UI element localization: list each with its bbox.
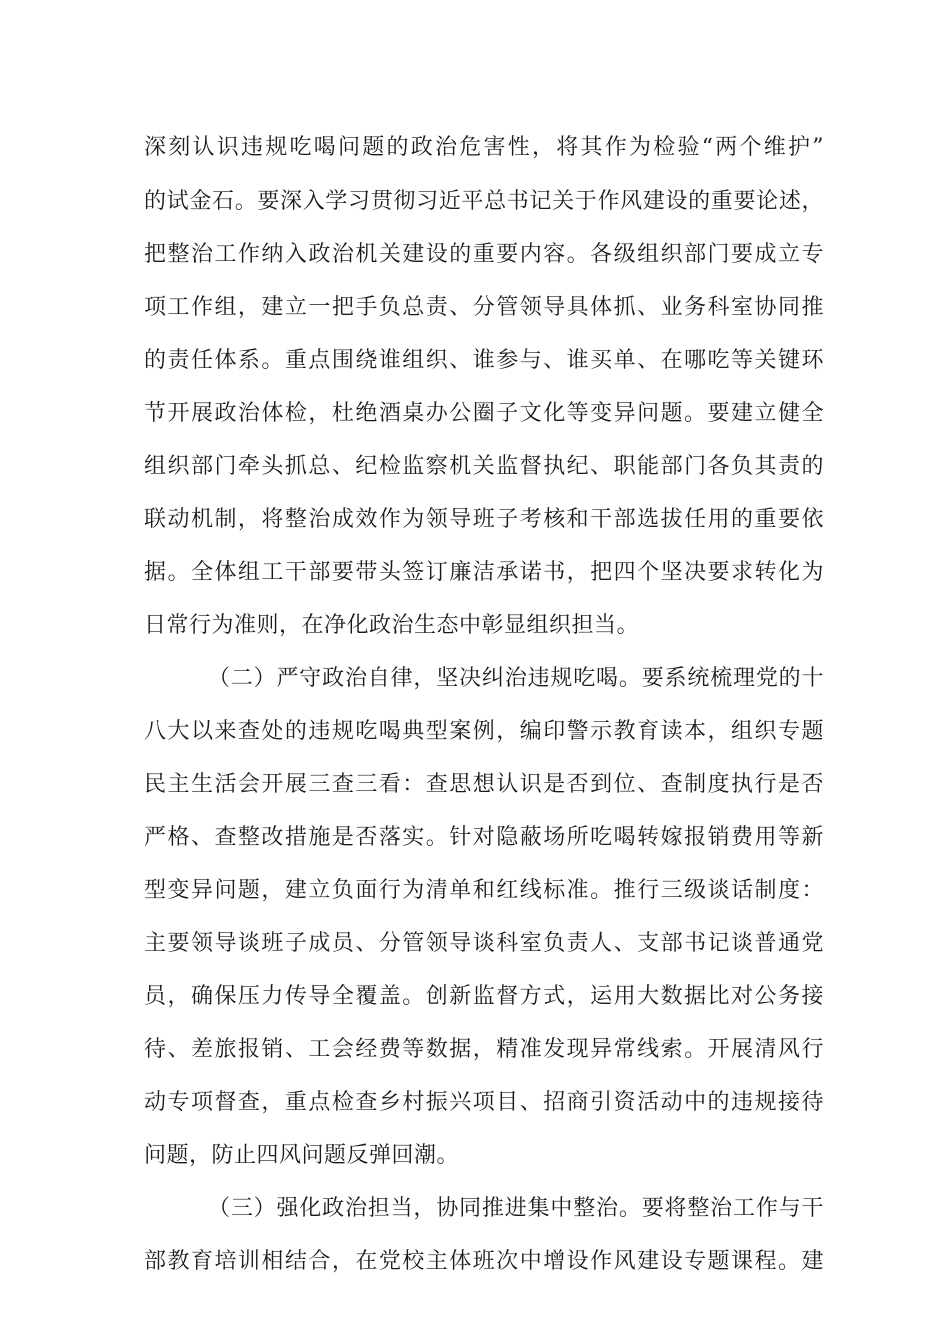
- text-line: （二）严守政治自律，坚决纠治违规吃喝。要系统梳理党的十: [208, 666, 824, 691]
- text-line: 节开展政治体检，杜绝酒桌办公圈子文化等变异问题。要建立健全: [144, 401, 824, 426]
- text-line: 项工作组，建立一把手负总责、分管领导具体抓、业务科室协同推: [144, 295, 824, 320]
- text-line: 主要领导谈班子成员、分管领导谈科室负责人、支部书记谈普通党: [144, 931, 824, 956]
- text-line: 问题，防止四风问题反弹回潮。: [144, 1143, 460, 1168]
- text-line: 部教育培训相结合，在党校主体班次中增设作风建设专题课程。建: [144, 1249, 824, 1274]
- text-line: 员，确保压力传导全覆盖。创新监督方式，运用大数据比对公务接: [144, 984, 824, 1009]
- text-line: 日常行为准则，在净化政治生态中彰显组织担当。: [144, 613, 640, 638]
- text-line: 型变异问题，建立负面行为清单和红线标准。推行三级谈话制度：: [144, 878, 824, 903]
- text-line: 联动机制，将整治成效作为领导班子考核和干部选拔任用的重要依: [144, 507, 824, 532]
- text-line: 的责任体系。重点围绕谁组织、谁参与、谁买单、在哪吃等关键环: [144, 348, 824, 373]
- text-line: 组织部门牵头抓总、纪检监察机关监督执纪、职能部门各负其责的: [144, 454, 824, 479]
- text-line: 深刻认识违规吃喝问题的政治危害性，将其作为检验“两个维护”: [144, 135, 824, 160]
- text-line: 把整治工作纳入政治机关建设的重要内容。各级组织部门要成立专: [144, 242, 824, 267]
- text-line: （三）强化政治担当，协同推进集中整治。要将整治工作与干: [208, 1196, 824, 1221]
- text-line: 民主生活会开展三查三看：查思想认识是否到位、查制度执行是否: [144, 772, 824, 797]
- text-line: 的试金石。要深入学习贯彻习近平总书记关于作风建设的重要论述，: [144, 189, 824, 214]
- text-line: 据。全体组工干部要带头签订廉洁承诺书，把四个坚决要求转化为: [144, 560, 824, 585]
- text-line: 动专项督查，重点检查乡村振兴项目、招商引资活动中的违规接待: [144, 1090, 824, 1115]
- text-line: 待、差旅报销、工会经费等数据，精准发现异常线索。开展清风行: [144, 1037, 824, 1062]
- text-line: 严格、查整改措施是否落实。针对隐蔽场所吃喝转嫁报销费用等新: [144, 825, 824, 850]
- text-line: 八大以来查处的违规吃喝典型案例，编印警示教育读本，组织专题: [144, 719, 824, 744]
